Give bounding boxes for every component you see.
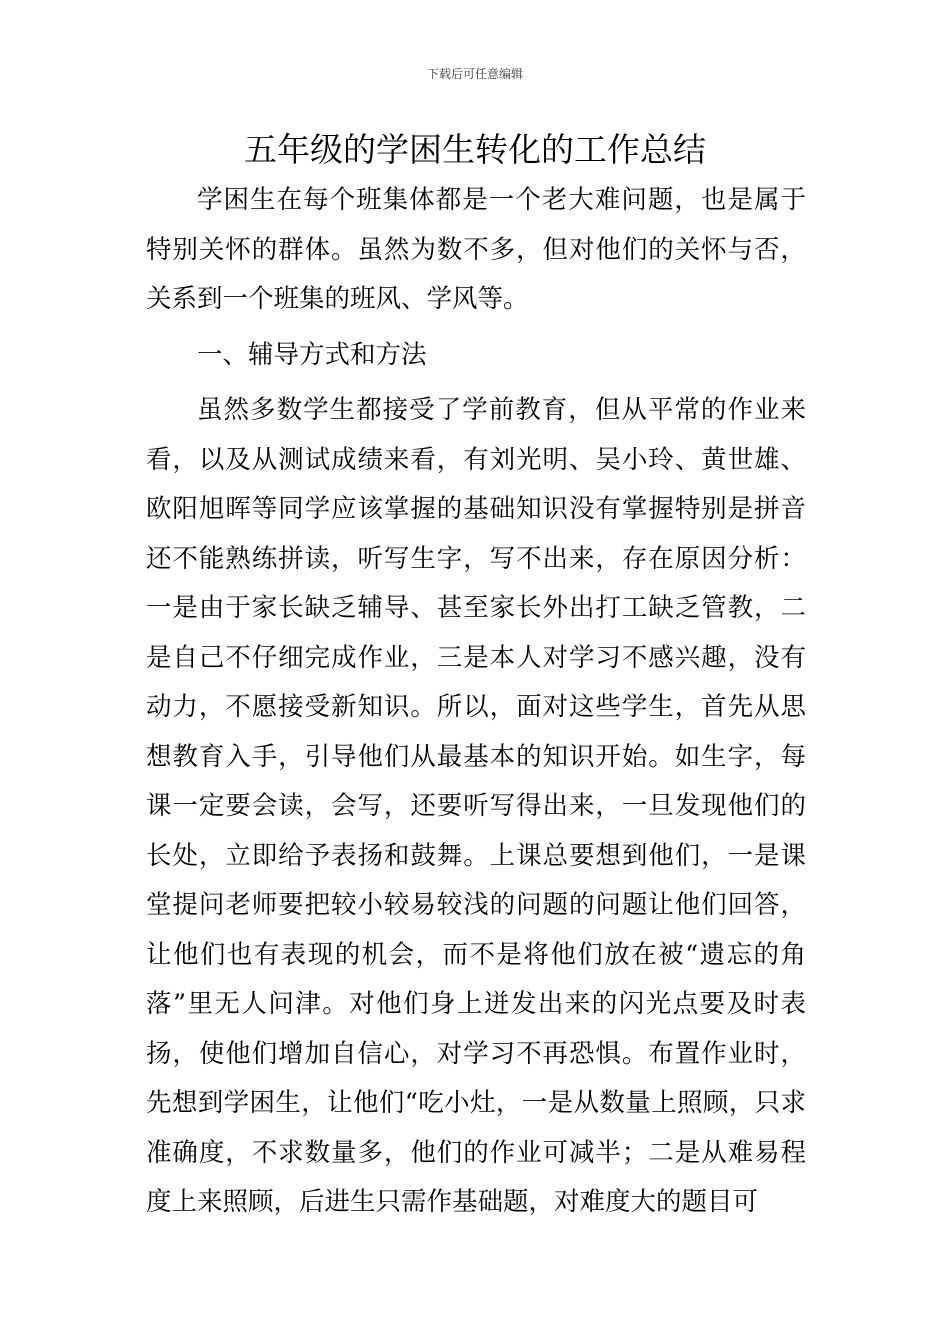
document-body (146, 176, 806, 1228)
section-heading: 一、辅导方式和方法 (197, 339, 427, 370)
paragraph-body: 虽然多数学生都接受了学前教育，但从平常的作业来看，以及从测试成绩来看，有刘光明、吴小玲、黄世雄、欧阳旭晖等同学应该掌握的基础知识没有掌握特别是拼音还不能熟练拼读，听写生字，写不出来，存在原因分析：一是由于家长缺乏辅导、甚至家长外出打工缺乏管教，二是自己不仔细完成作业，三是本人对学习不感兴趣，没有动力，不愿接受新知识。所以，面对这些学生，首先从思想教育入手，引导他们从最基本的知识开始。如生字，每课一定要会读，会写，还要听写得出来，一旦发现他们的长处，立即给予表扬和鼓舞。上课总要想到他们，一是课堂提问老师要把较小较易较浅的问题的问题让他们回答，让他们也有表现的机会，而不是将他们放在被“遗忘的角落”里无人问津。对他们身上迸发出来的闪光点要及时表扬，使他们增加自信心，对学习不再恐惧。布置作业时，先想到学困生，让他们“吃小灶，一是从数量上照顾，只求准确度，不求数量多，他们的作业可减半；二是从难易程度上来照顾，后进生只需作基础题，对难度大的题目可 (146, 395, 806, 1217)
document-title: 五年级的学困生转化的工作总结 (244, 130, 706, 169)
header-note: 下载后可任意编辑 (426, 67, 523, 81)
paragraph-intro: 学困生在每个班集体都是一个老大难问题，也是属于特别关怀的群体。虽然为数不多，但对他们的关怀与否，关系到一个班集的班风、学风等。 (146, 185, 806, 314)
